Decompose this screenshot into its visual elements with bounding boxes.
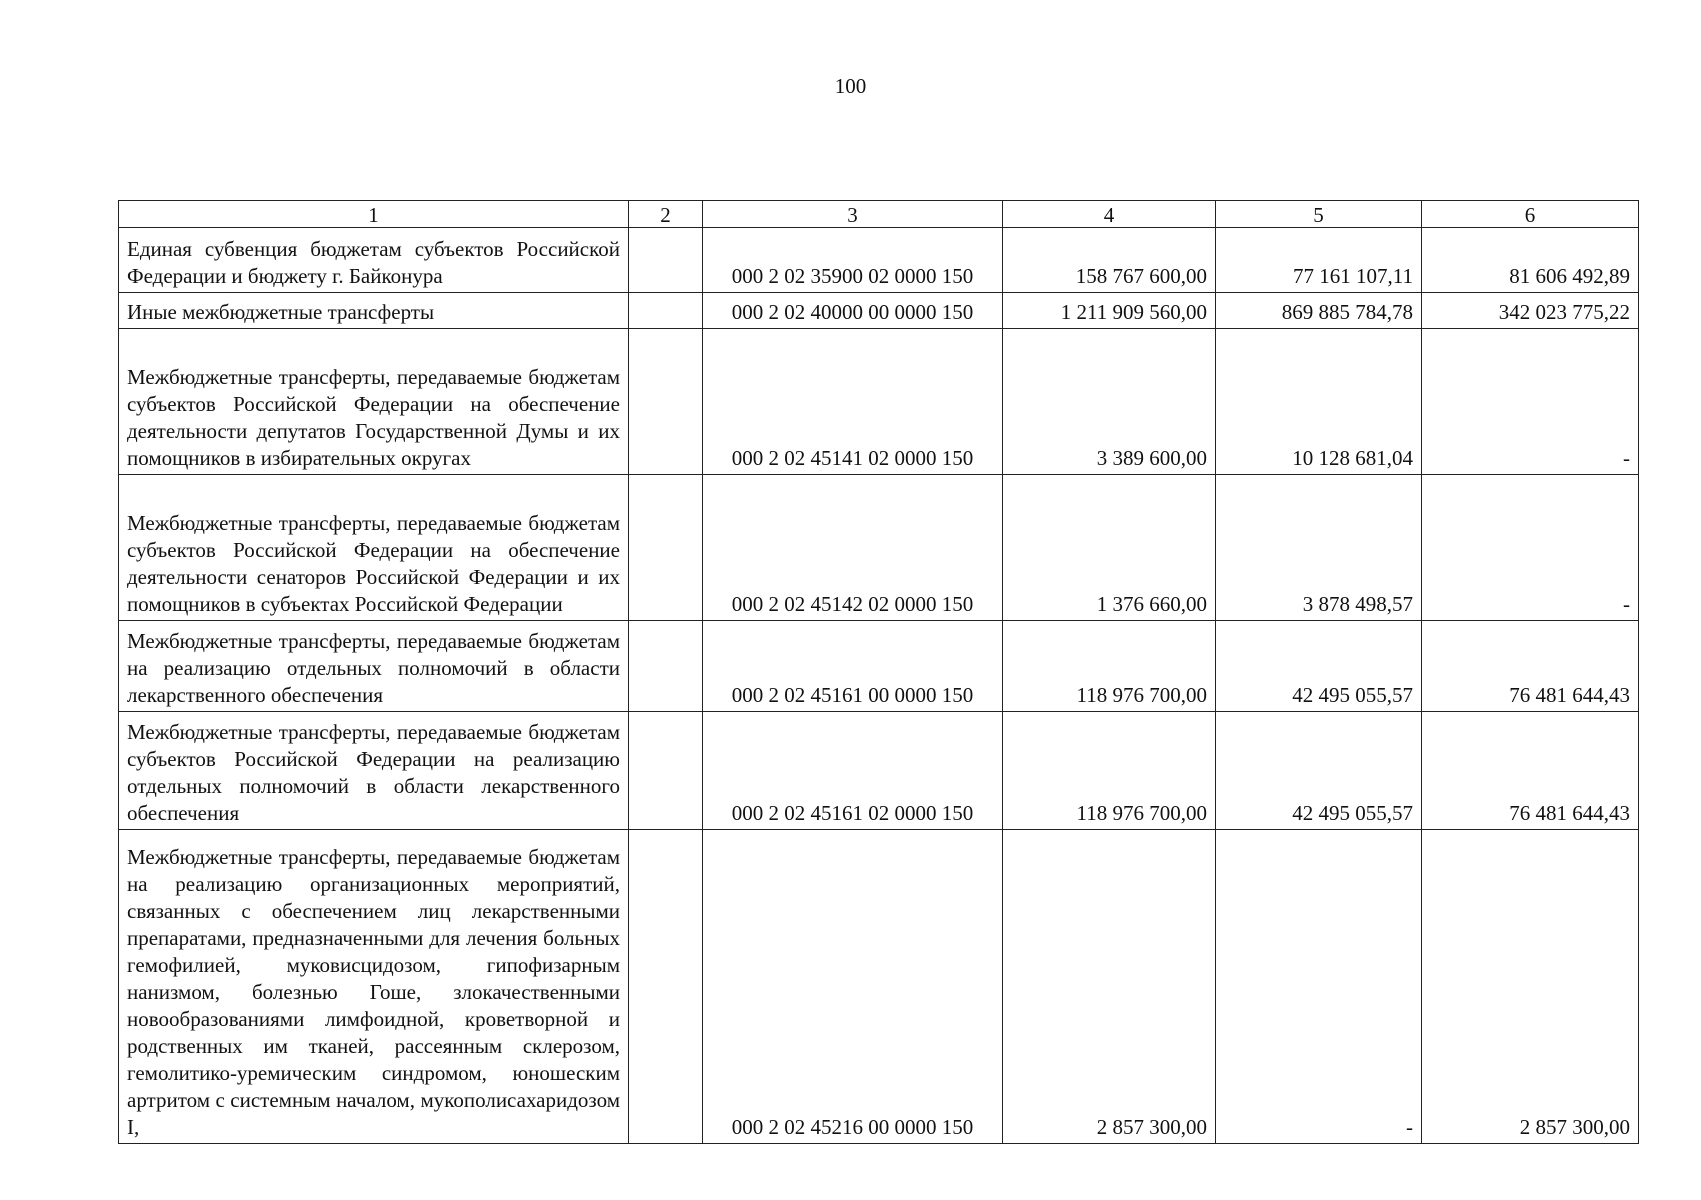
row-col4: 1 376 660,00	[1003, 475, 1216, 621]
row-col5: 42 495 055,57	[1216, 621, 1422, 712]
row-name: Межбюджетные трансферты, передаваемые бюджетам на реализацию организационных мероприятий, связанных с обеспечением лиц лекарственными препаратами, предназначенными для лечения больных гемофилией, муковисцидозом, гипофизарным нанизмом, болезнью Гоше, злокачественными новообразованиями лимфоидной, кроветворной и родственных им тканей, рассеянным склерозом, гемолитико-уремическим синдромом, юношеским артритом с системным началом, мукополисахаридозом I,	[119, 830, 629, 1144]
row-col6: 2 857 300,00	[1422, 830, 1639, 1144]
row-col2	[629, 712, 703, 830]
row-col5: 77 161 107,11	[1216, 228, 1422, 293]
row-col2	[629, 228, 703, 293]
column-header: 1	[119, 201, 629, 228]
column-header: 4	[1003, 201, 1216, 228]
column-header: 5	[1216, 201, 1422, 228]
row-col2	[629, 293, 703, 329]
table-row	[119, 329, 1639, 475]
row-name: Единая субвенция бюджетам субъектов Российской Федерации и бюджету г. Байконура	[119, 228, 629, 293]
row-col5: 3 878 498,57	[1216, 475, 1422, 621]
row-col4: 118 976 700,00	[1003, 621, 1216, 712]
row-col2	[629, 621, 703, 712]
column-header: 6	[1422, 201, 1639, 228]
row-code: 000 2 02 45161 02 0000 150	[703, 712, 1003, 830]
row-name: Межбюджетные трансферты, передаваемые бюджетам субъектов Российской Федерации на обеспечение деятельности депутатов Государственной Думы и их помощников в избирательных округах	[119, 329, 629, 475]
table-row	[119, 621, 1639, 712]
budget-table	[118, 200, 1639, 1144]
row-col6: -	[1422, 329, 1639, 475]
column-header: 2	[629, 201, 703, 228]
row-col4: 1 211 909 560,00	[1003, 293, 1216, 329]
row-col4: 3 389 600,00	[1003, 329, 1216, 475]
row-col2	[629, 329, 703, 475]
row-code: 000 2 02 45161 00 0000 150	[703, 621, 1003, 712]
row-code: 000 2 02 45141 02 0000 150	[703, 329, 1003, 475]
row-col6: -	[1422, 475, 1639, 621]
row-col2	[629, 830, 703, 1144]
table-row	[119, 293, 1639, 329]
row-code: 000 2 02 45216 00 0000 150	[703, 830, 1003, 1144]
row-col2	[629, 475, 703, 621]
row-col6: 342 023 775,22	[1422, 293, 1639, 329]
row-col6: 76 481 644,43	[1422, 712, 1639, 830]
row-name: Межбюджетные трансферты, передаваемые бюджетам субъектов Российской Федерации на реализацию отдельных полномочий в области лекарственного обеспечения	[119, 712, 629, 830]
table-header-row	[119, 201, 1639, 228]
row-col4: 118 976 700,00	[1003, 712, 1216, 830]
table-row	[119, 228, 1639, 293]
table-row	[119, 475, 1639, 621]
row-code: 000 2 02 35900 02 0000 150	[703, 228, 1003, 293]
table-row	[119, 712, 1639, 830]
column-header: 3	[703, 201, 1003, 228]
row-col5: 869 885 784,78	[1216, 293, 1422, 329]
row-col5: 10 128 681,04	[1216, 329, 1422, 475]
row-col6: 76 481 644,43	[1422, 621, 1639, 712]
row-col4: 2 857 300,00	[1003, 830, 1216, 1144]
row-code: 000 2 02 45142 02 0000 150	[703, 475, 1003, 621]
row-code: 000 2 02 40000 00 0000 150	[703, 293, 1003, 329]
row-name: Межбюджетные трансферты, передаваемые бюджетам субъектов Российской Федерации на обеспечение деятельности сенаторов Российской Федерации и их помощников в субъектах Российской Федерации	[119, 475, 629, 621]
row-col6: 81 606 492,89	[1422, 228, 1639, 293]
row-col5: 42 495 055,57	[1216, 712, 1422, 830]
row-col5: -	[1216, 830, 1422, 1144]
page-number: 100	[834, 74, 867, 98]
table-row	[119, 830, 1639, 1144]
row-col4: 158 767 600,00	[1003, 228, 1216, 293]
row-name: Иные межбюджетные трансферты	[119, 293, 629, 329]
row-name: Межбюджетные трансферты, передаваемые бюджетам на реализацию отдельных полномочий в области лекарственного обеспечения	[119, 621, 629, 712]
